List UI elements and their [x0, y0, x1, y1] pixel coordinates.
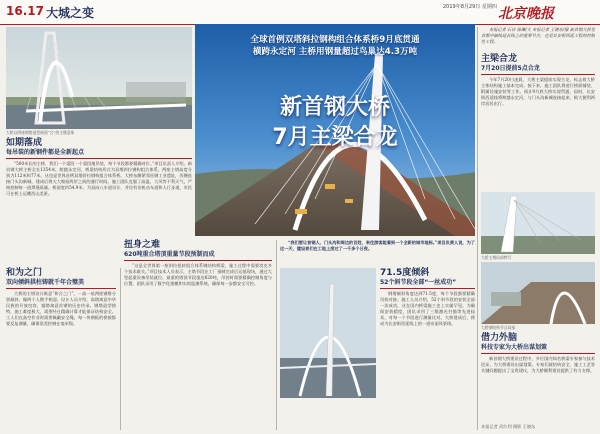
section-one-heading [6, 138, 192, 157]
top-right-text: 本报记者 石岩 陈琳/文 本报记者 王晓东/摄 新首钢大桥是首都中轴线延长线上的重要节点，也是长安街西延工程的控制性工程。 [481, 27, 595, 45]
hero-main-title-line2: 7月主梁合龙 [272, 125, 398, 150]
column-rule [120, 268, 121, 430]
hero-headline-line1: 全球首例双塔斜拉钢构组合体系桥9月底贯通 [250, 35, 420, 45]
bridge-photo-right-lower [481, 262, 595, 324]
divider [6, 158, 192, 159]
section-three-body [124, 263, 272, 429]
section-four-subtitle: 52个斜节段全部“一丝成功” [380, 279, 457, 286]
quote-text: “我们要让首钢人、门头沟和周边的百姓、来往游客能看到一个全新的城市地标。”项目负责人说，为了这一天，建设者们在工地上度过了一千多个日夜。 [280, 240, 475, 252]
section-five-body [481, 77, 595, 189]
page-number: 16.17 [6, 4, 44, 18]
column-rule [276, 240, 277, 430]
top-right-intro [481, 27, 595, 47]
masthead-logo: 北京晚报 [498, 6, 554, 22]
right-photo-caption-upper: 大桥主塔局部特写 [481, 255, 512, 260]
section-two-body [6, 291, 116, 429]
page-header [0, 0, 600, 25]
quote-block [280, 240, 475, 262]
section-six-body [481, 356, 595, 422]
column-rule [477, 27, 478, 430]
section-two-heading [6, 268, 116, 287]
left-photo-caption: 大桥以两座钢塔造型展现“合”的主题意象 [6, 130, 75, 135]
section-two-subtitle: 双向倾斜拱柱铸就千年合璧美 [6, 279, 85, 286]
section-three-title: 扭身之难 [124, 240, 161, 250]
section-five-title: 主梁合龙 [481, 54, 518, 64]
divider [481, 353, 595, 354]
hero-headline-line2: 横跨永定河 主桥用钢量超过鸟巢达4.3万吨 [252, 47, 418, 57]
section-three-heading [124, 240, 272, 259]
section-one-subtitle: 每吊装的新钢件都是全新起点 [6, 149, 85, 156]
bridge-photo-middle [280, 268, 376, 398]
section-six-subtitle: 科技专家为大桥出谋划策 [481, 344, 548, 351]
section-four-body [380, 291, 475, 429]
right-photo-caption-lower: 大桥钢结构节点局部 [481, 325, 516, 330]
section-six-title: 借力外脑 [481, 333, 518, 343]
section-one-title: 如期落成 [6, 138, 43, 148]
section-five-text: 今年7月20日凌晨，大桥主梁提前实现合龙，标志着大桥主体结构施工基本完成。接下来，施工团队将进行桥面铺装、附属设施安装等工作。预计9月底大桥实现贯通，届时，长安街西延线将跨越永定河，与门头沟新城连接起来，极大便利两岸居民出行。 [481, 77, 595, 107]
divider [481, 74, 595, 75]
divider [380, 288, 475, 289]
issue-date: 2019年8月29日 星期四 [443, 4, 497, 10]
section-five-heading [481, 54, 595, 73]
divider [124, 260, 272, 261]
section-six-heading [481, 333, 595, 352]
section-four-text: 钢塔倾斜角度达到71.5度，每个节段都要精确吊装对接。施工人员介绍，52个斜节段的安装全部一次成功，这在国内桥梁施工史上实属罕见。为确保安装精度，团队采用了三维激光扫描等先进技术，对每一个节段进行测量比对。大桥建成后，将成为长安街西延线上的一道亮丽风景线。 [380, 291, 475, 327]
section-two-title: 和为之门 [6, 268, 43, 278]
section-four-heading [380, 268, 475, 287]
section-six-text: 新首钢大桥建设过程中，多位国内知名桥梁专家参与技术论证，为大桥建设出谋划策。专家们就结构安全、施工工艺等关键问题提出了宝贵建议，为大桥顺利建设提供了有力支撑。 [481, 356, 595, 374]
section-three-text: “这是全世界第一座斜拉扭转组合体系钢结构桥梁，施工过程中需要攻克多个技术难关。”项目技术人员表示，主塔节段在工厂预制完成后运抵现场，通过大型起重设备吊装就位。最重的塔顶节段重达620吨，吊装时需要精确控制角度与位置。团队采用了数字化建模和实时监测系统，确保每一步都安全可控。 [124, 263, 272, 287]
bridge-photo-right-upper [481, 192, 595, 254]
section-three-subtitle: 620吨重合塔顶重量节段预制而成 [124, 251, 215, 258]
divider [6, 288, 116, 289]
bridge-photo-left [6, 27, 192, 129]
section-four-title: 71.5度倾斜 [380, 268, 430, 278]
section-two-text: 大桥的主塔设计寓意“和合之门”，一高一低两座钢塔分别倾斜，像两个人携手相迎。设计人员介绍，高塔寓意中华民族的开放包容，矮塔寓意首钢的历史传承。钢塔造型独特，施工难度极大，需要经过精确计算才能保证结构安全。工人们在高空作业时需要佩戴安全绳，每一块钢板的拼接都要反复测量，确保误差控制在毫米级。 [6, 291, 116, 327]
byline: 本报记者 武红利 摄影 王晓东 [481, 424, 536, 429]
section-name: 大城之变 [46, 6, 95, 20]
section-one-text: “500米长的主桥，我们一个梁段一个梁段地吊装，每个节段都要精确对位。”项目负责人介绍。新首钢大桥主桥全长1354米，跨越永定河，桥梁结构形式为双塔斜拉钢构组合体系，两座主塔高度分别为112米和77米，这也是世界首例双塔斜拉钢构组合体系桥。大桥东侧紧邻首钢工业遗址，西侧连接门头沟新城，建成后将大大缩短两岸之间的通行时间。施工团队克服了高温、大风等不利天气，严格控制每一道焊缝质量。桥面宽约54.9米，为双向八车道设计，并设有非机动车道和人行步道，市民可在桥上远眺西山美景。 [6, 161, 192, 197]
hero-main-title-line1: 新首钢大桥 [279, 95, 390, 120]
hero-banner [195, 24, 475, 236]
section-five-subtitle: 7月20日提前5点合龙 [481, 65, 540, 72]
